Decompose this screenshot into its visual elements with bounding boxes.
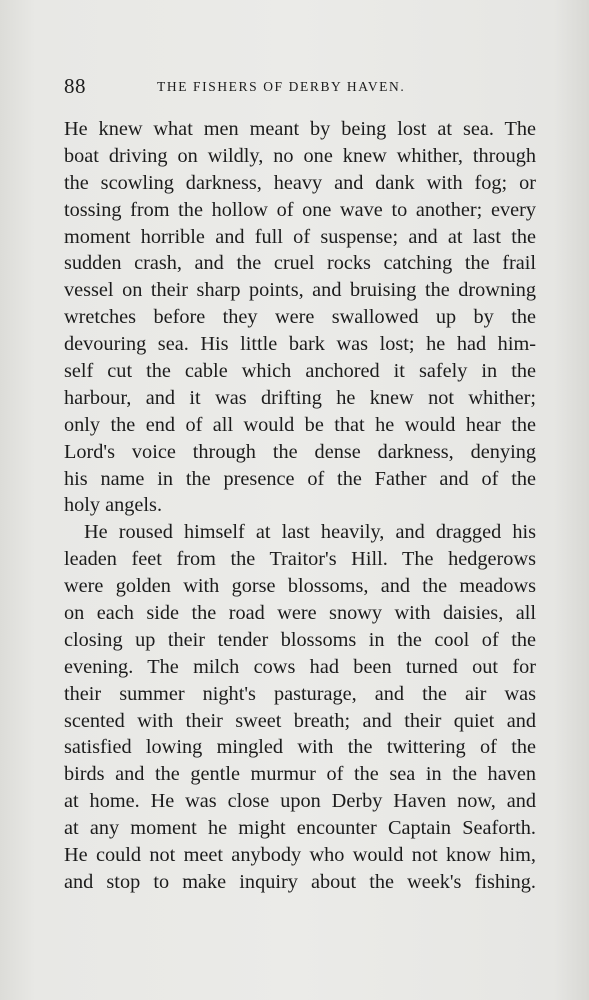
text-line: He roused himself at last heavily, and dragged his (84, 521, 536, 544)
text-line: self cut the cable which anchored it safely in the (64, 360, 536, 383)
running-head (64, 74, 536, 102)
text-line: closing up their tender blossoms in the cool of the (64, 628, 536, 651)
paragraph-2 (64, 519, 536, 895)
paragraph-1 (64, 116, 536, 519)
text-line: on each side the road were snowy with daisies, all (64, 602, 536, 625)
text-line: their summer night's pasturage, and the air was (64, 682, 536, 705)
text-line: harbour, and it was drifting he knew not whither; (64, 386, 536, 409)
text-line: and stop to make inquiry about the week's fishing. (64, 870, 536, 893)
text-line: tossing from the hollow of one wave to another; every (64, 198, 536, 221)
text-line: his name in the presence of the Father and of the (64, 467, 536, 490)
text-line: Lord's voice through the dense darkness, denying (64, 440, 536, 463)
text-line: boat driving on wildly, no one knew whither, through (64, 144, 536, 167)
text-line: holy angels. (64, 494, 163, 517)
text-line: the scowling darkness, heavy and dank with fog; or (64, 171, 536, 194)
text-line: were golden with gorse blossoms, and the meadows (64, 575, 536, 598)
text-line: satisfied lowing mingled with the twittering of the (64, 736, 536, 759)
running-title: THE FISHERS OF DERBY HAVEN. (157, 79, 406, 94)
text-line: vessel on their sharp points, and bruising the drowning (64, 279, 536, 302)
text-line: devouring sea. His little bark was lost; he had him- (64, 333, 536, 356)
text-line: at any moment he might encounter Captain Seaforth. (64, 817, 536, 840)
body-text (64, 116, 536, 896)
text-line: He knew what men meant by being lost at sea. The (64, 118, 536, 140)
text-line: moment horrible and full of suspense; and at last the (64, 225, 536, 248)
page-number: 88 (64, 74, 86, 98)
text-line: birds and the gentle murmur of the sea in the haven (64, 763, 536, 786)
text-line: wretches before they were swallowed up by the (64, 306, 536, 329)
text-line: sudden crash, and the cruel rocks catching the frail (64, 252, 536, 275)
text-line: He could not meet anybody who would not know him, (64, 844, 536, 867)
text-line: leaden feet from the Traitor's Hill. The hedgerows (64, 548, 536, 571)
text-line: scented with their sweet breath; and their quiet and (64, 709, 536, 732)
text-line: at home. He was close upon Derby Haven now, and (64, 790, 536, 813)
text-line: evening. The milch cows had been turned out for (64, 655, 536, 678)
text-line: only the end of all would be that he would hear the (64, 413, 536, 436)
